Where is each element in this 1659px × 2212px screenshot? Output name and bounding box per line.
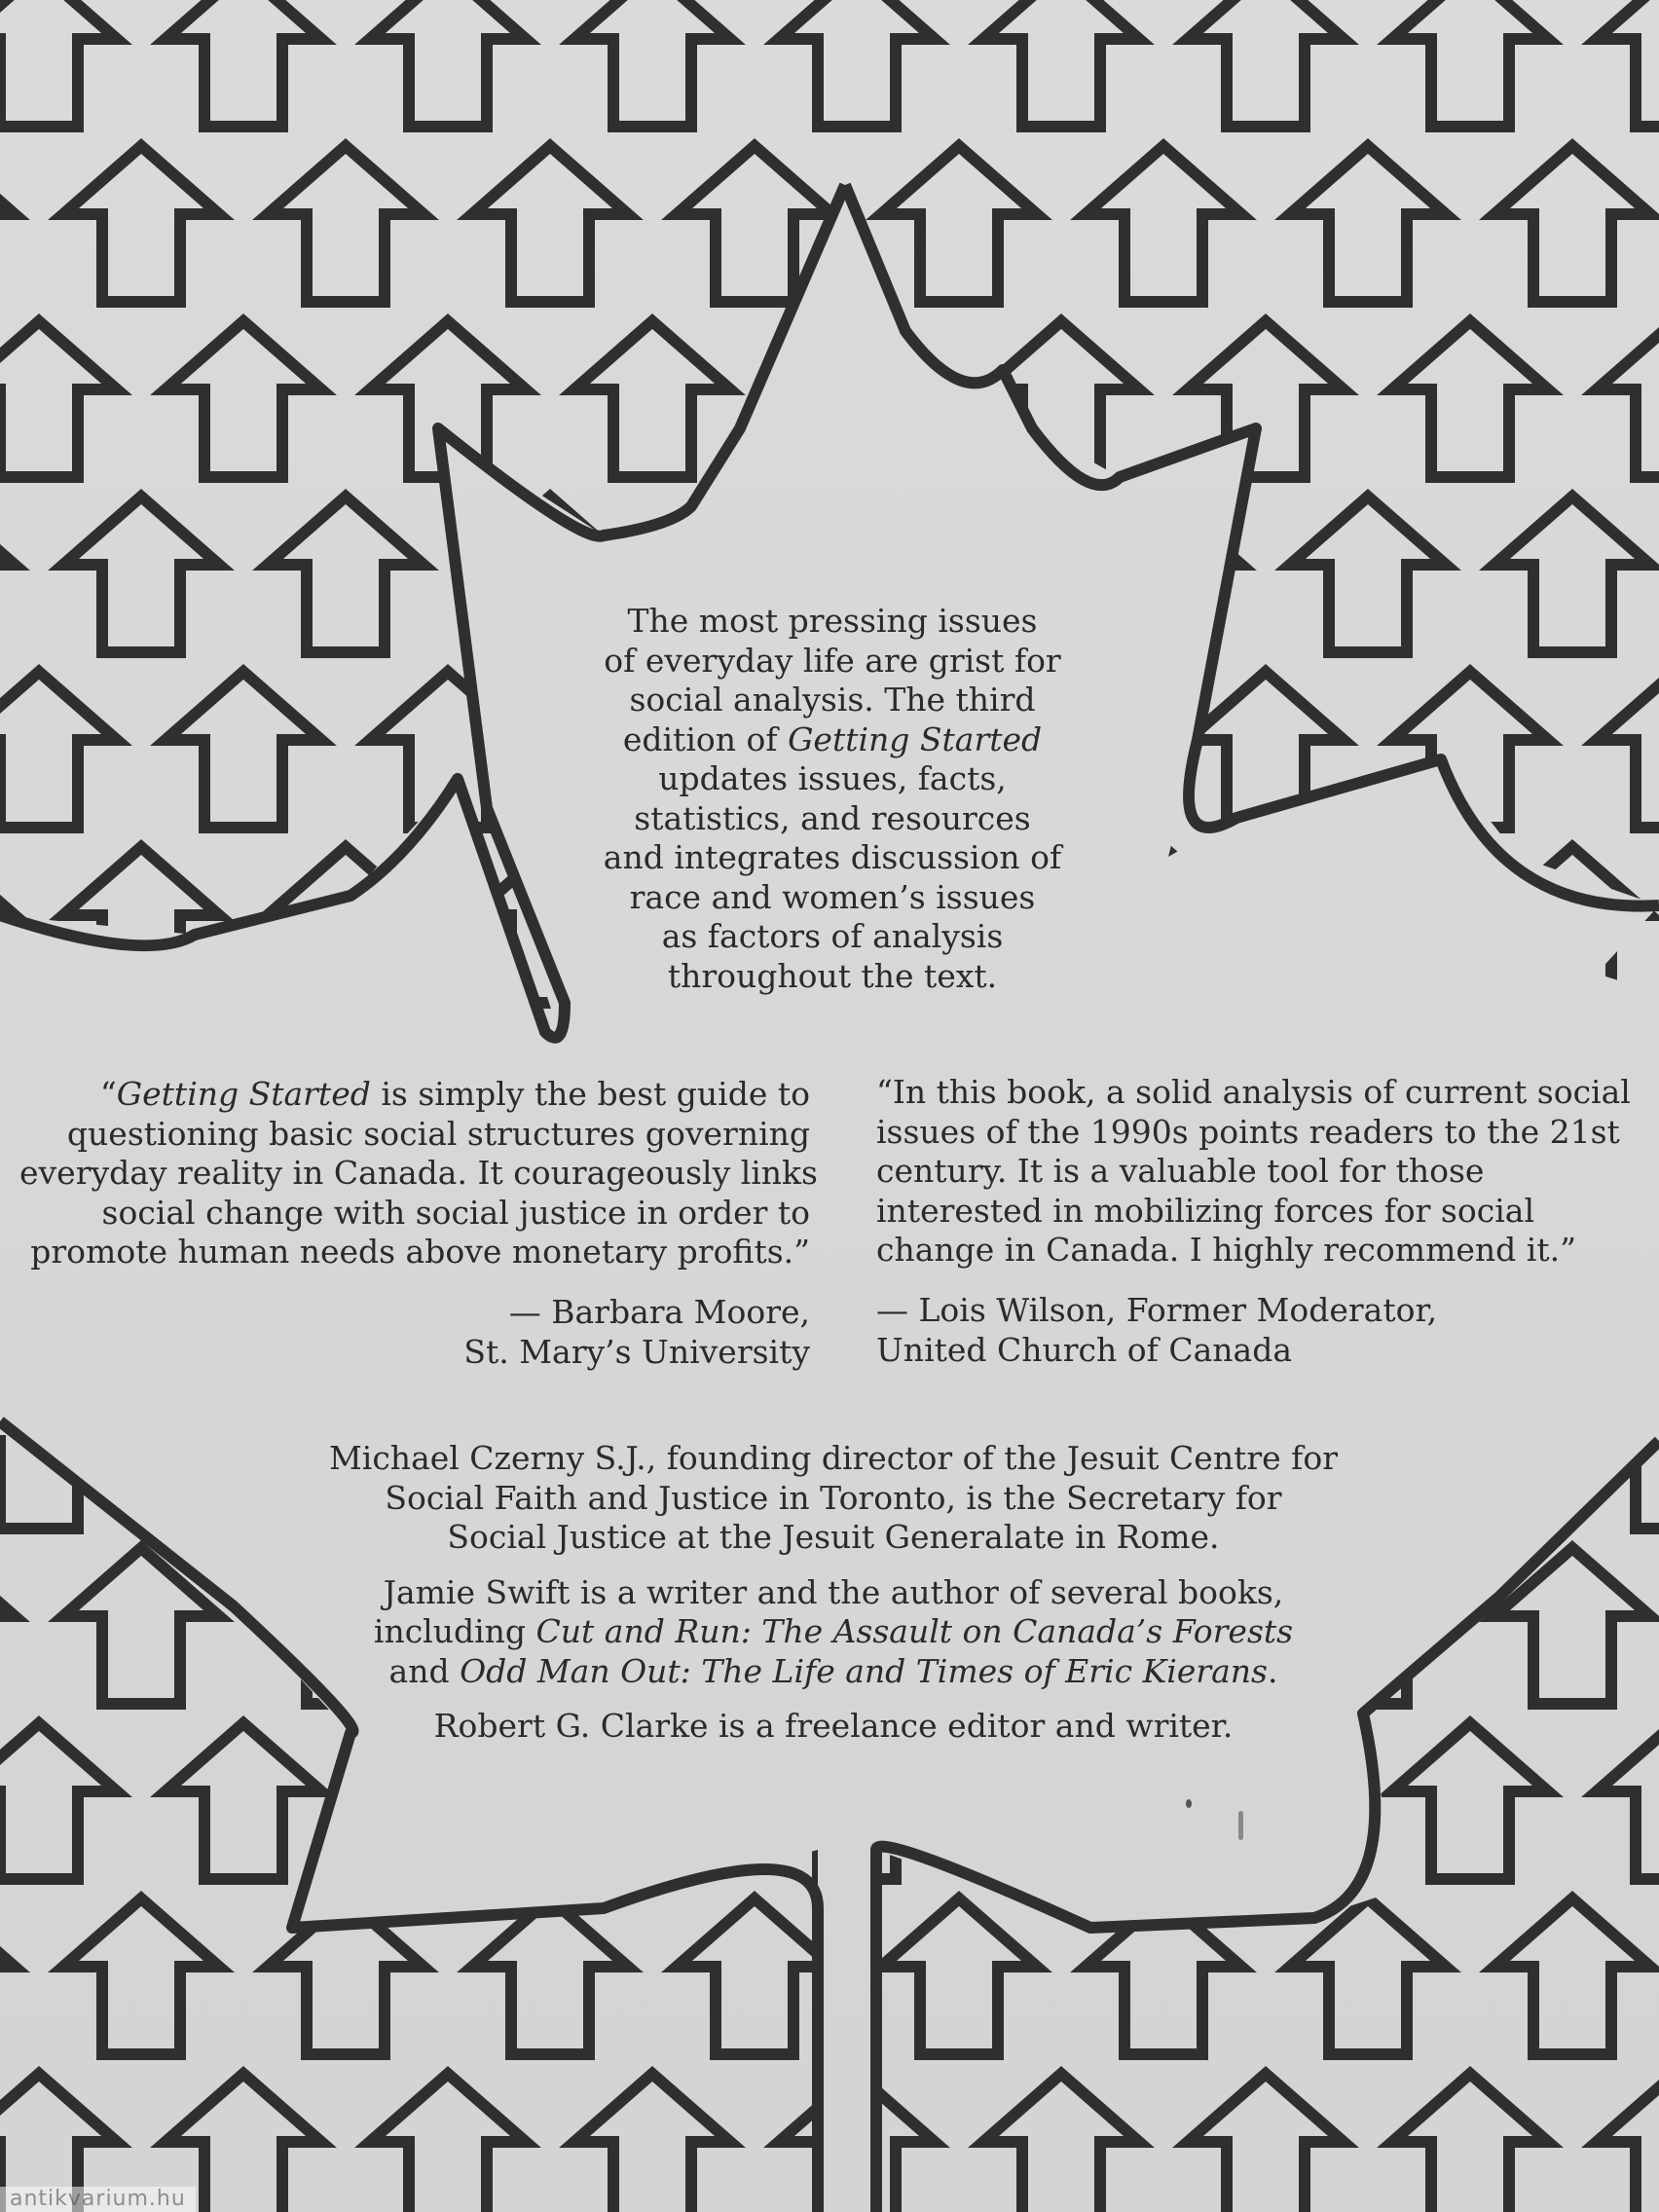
arrow-icon	[983, 321, 1139, 477]
arrow-icon	[1392, 672, 1548, 828]
author-bios	[292, 1439, 1375, 1762]
bio-line: Robert G. Clarke is a freelance editor and writer.	[433, 1707, 1234, 1745]
arrow-icon	[1494, 146, 1650, 302]
attribution-moore	[292, 1293, 810, 1372]
attribution-name: — Barbara Moore,	[508, 1293, 810, 1331]
bio-line-text: and	[388, 1651, 461, 1690]
arrow-icon	[677, 1899, 832, 2054]
blurb-line: social analysis. The third	[629, 681, 1036, 719]
arrow-icon	[1392, 2074, 1548, 2212]
blurb-line: and integrates discussion of	[603, 838, 1062, 876]
bio-clarke	[292, 1707, 1375, 1747]
arrow-icon	[1188, 2074, 1344, 2212]
blurb-line: throughout the text.	[667, 956, 998, 995]
bio-line: Social Faith and Justice in Toronto, is the Secretary for	[385, 1478, 1282, 1517]
arrow-icon	[370, 321, 526, 477]
arrow-icon	[0, 1899, 15, 2054]
arrow-icon	[1188, 321, 1344, 477]
arrow-icon	[0, 321, 117, 477]
blurb-line: as factors of analysis	[661, 917, 1004, 955]
arrow-icon	[881, 1899, 1037, 2054]
arrow-icon	[1392, 0, 1548, 127]
arrow-icon	[1494, 1899, 1650, 2054]
arrow-icon	[1597, 672, 1659, 828]
blurb-line: statistics, and resources	[634, 798, 1031, 837]
arrow-icon	[370, 2074, 526, 2212]
arrow-icon	[1086, 146, 1241, 302]
bio-line: Michael Czerny S.J., founding director of the Jesuit Centre for	[328, 1439, 1338, 1477]
arrow-icon	[1290, 146, 1446, 302]
blurb-line	[545, 720, 1120, 760]
arrow-icon	[472, 1899, 628, 2054]
arrow-icon	[1392, 321, 1548, 477]
arrow-icon	[1290, 847, 1446, 1003]
open-quote-mark: “	[99, 1075, 117, 1113]
testimonial-wilson	[876, 1073, 1636, 1271]
blurb-line: The most pressing issues	[627, 602, 1038, 640]
book-title: Odd Man Out: The Life and Times of Eric Kierans	[460, 1651, 1268, 1690]
quote-line: interested in mobilizing forces for social	[876, 1191, 1535, 1230]
arrow-icon	[1494, 497, 1650, 652]
cover-blurb	[545, 602, 1120, 996]
arrow-icon	[472, 146, 628, 302]
bio-czerny	[292, 1439, 1375, 1558]
arrow-icon	[881, 146, 1037, 302]
attribution-name: — Lois Wilson, Former Moderator,	[876, 1291, 1438, 1329]
book-title: Getting Started	[116, 1075, 371, 1113]
arrow-icon	[1392, 1373, 1548, 1529]
book-title: Cut and Run: The Assault on Canada’s Forests	[535, 1612, 1294, 1650]
arrow-icon	[574, 0, 730, 127]
arrow-icon	[63, 847, 219, 1003]
quote-line-text: is simply the best guide to	[370, 1075, 810, 1113]
arrow-icon	[166, 321, 321, 477]
blurb-line: of everyday life are grist for	[604, 641, 1061, 680]
arrow-icon	[63, 146, 219, 302]
ink-speck	[1238, 1811, 1243, 1840]
quote-line: questioning basic social structures governing	[66, 1114, 810, 1153]
quote-line: change in Canada. I highly recommend it.”	[876, 1231, 1576, 1269]
arrow-icon	[370, 0, 526, 127]
arrow-icon	[0, 146, 15, 302]
arrow-icon	[1597, 0, 1659, 127]
blurb-line: race and women’s issues	[629, 877, 1036, 916]
arrow-icon	[0, 1723, 117, 1879]
arrow-icon	[0, 672, 117, 828]
arrow-icon	[779, 0, 935, 127]
arrow-icon	[268, 146, 424, 302]
arrow-icon	[1597, 1723, 1659, 1879]
arrow-icon	[63, 1899, 219, 2054]
arrow-icon	[983, 2074, 1139, 2212]
bio-line: Jamie Swift is a writer and the author of several books,	[383, 1572, 1284, 1611]
bio-line: Social Justice at the Jesuit Generalate in Rome.	[447, 1518, 1220, 1556]
arrow-icon	[166, 672, 321, 828]
watermark: antikvarium.hu	[0, 2187, 196, 2212]
arrow-icon	[0, 0, 117, 127]
arrow-icon	[574, 321, 730, 477]
quote-line: everyday reality in Canada. It courageously links	[19, 1154, 818, 1192]
ink-speck	[1186, 1799, 1192, 1808]
testimonial-moore	[19, 1075, 818, 1272]
quote-line: social change with social justice in order to	[101, 1193, 810, 1232]
arrow-icon	[268, 847, 424, 1003]
bio-line-text: .	[1267, 1651, 1278, 1690]
quote-line: promote human needs above monetary profits.”	[30, 1233, 810, 1271]
attribution-wilson	[876, 1291, 1616, 1370]
blurb-line-text: edition of	[622, 719, 778, 758]
arrow-icon	[1597, 2074, 1659, 2212]
quote-line: century. It is a valuable tool for those	[876, 1152, 1485, 1190]
book-title: Getting Started	[788, 719, 1043, 758]
arrow-icon	[983, 0, 1139, 127]
arrow-icon	[1188, 0, 1344, 127]
arrow-icon	[1597, 321, 1659, 477]
arrow-icon	[779, 2074, 935, 2212]
attribution-affiliation: United Church of Canada	[876, 1330, 1293, 1369]
arrow-icon	[268, 497, 424, 652]
bio-line	[292, 1652, 1375, 1692]
bio-line-text: including	[373, 1612, 536, 1650]
arrow-icon	[0, 497, 15, 652]
blurb-line: updates issues, facts,	[658, 759, 1007, 797]
arrow-icon	[574, 2074, 730, 2212]
quote-line: issues of the 1990s points readers to the 21st	[876, 1112, 1620, 1151]
arrow-icon	[1392, 1723, 1548, 1879]
attribution-affiliation: St. Mary’s University	[463, 1332, 810, 1371]
arrow-icon	[1290, 497, 1446, 652]
arrow-icon	[0, 1198, 15, 1353]
arrow-icon	[166, 0, 321, 127]
bio-line	[292, 1612, 1375, 1652]
quote-line	[19, 1075, 810, 1115]
arrow-icon	[63, 497, 219, 652]
bio-swift	[292, 1573, 1375, 1692]
quote-line: “In this book, a solid analysis of current social	[876, 1073, 1631, 1111]
arrow-icon	[0, 1548, 15, 1704]
